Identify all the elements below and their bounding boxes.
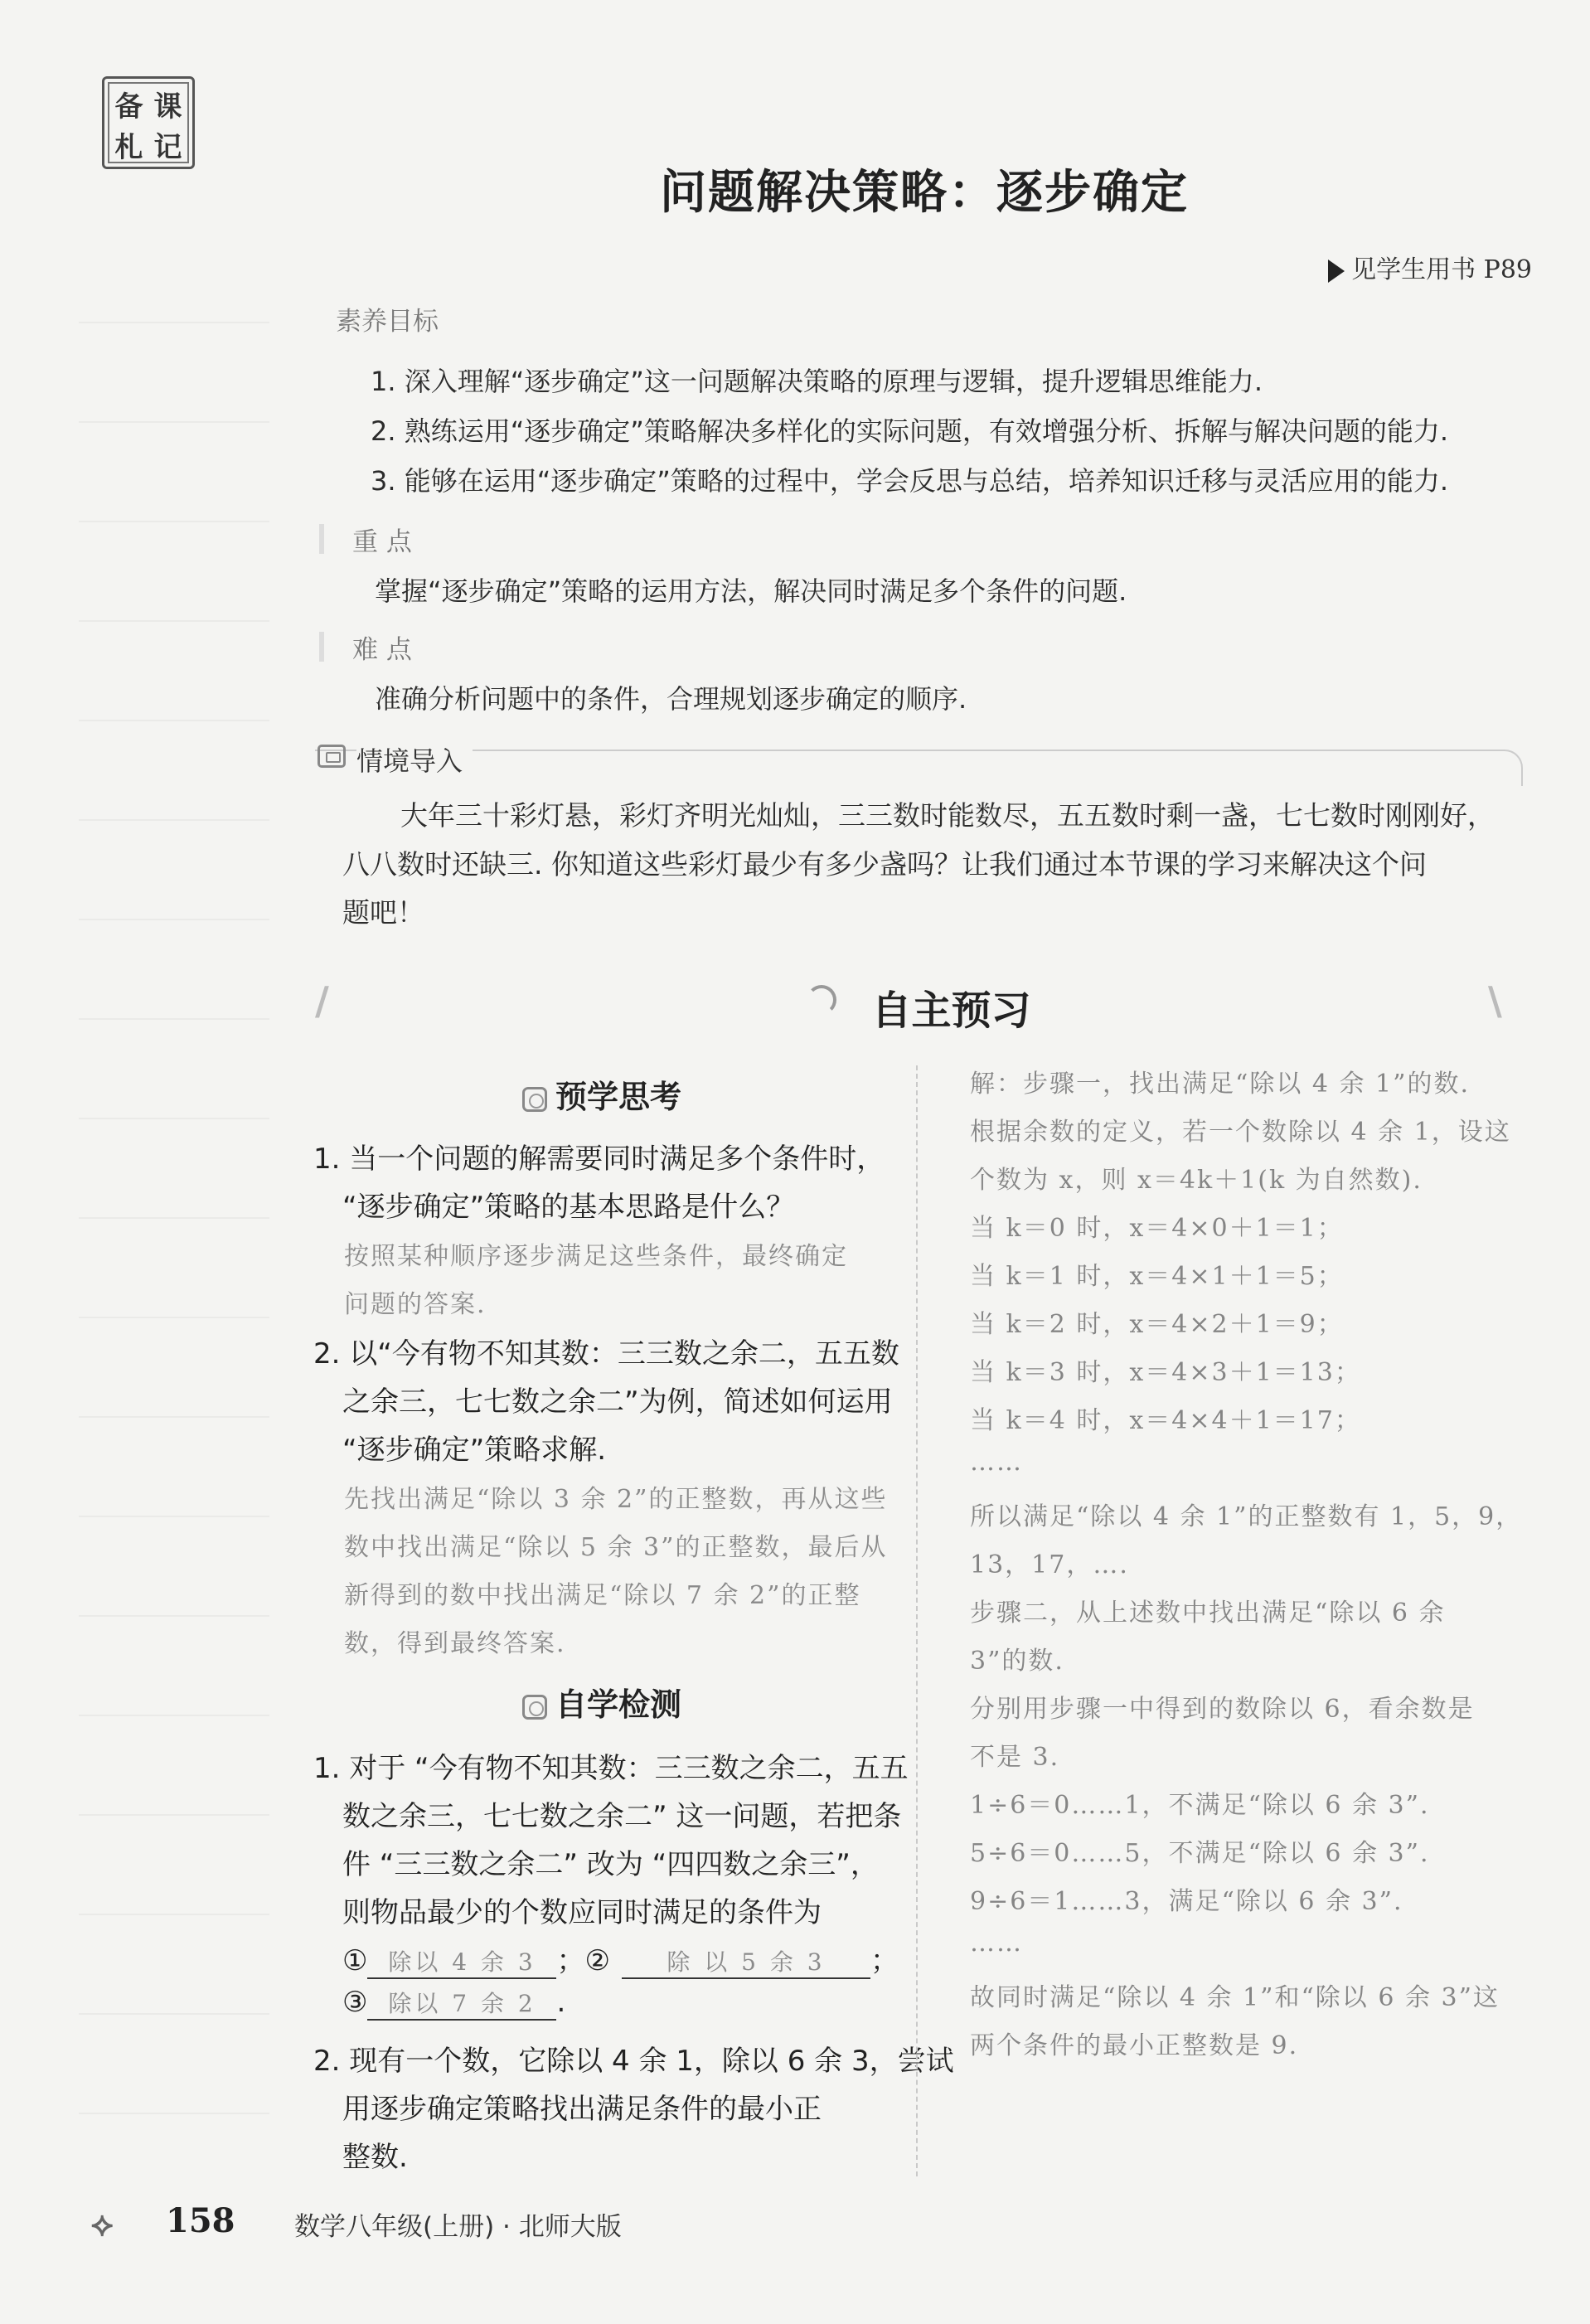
solution-line: 当 k＝3 时，x＝4×3＋1＝13； <box>970 1358 1361 1387</box>
page-number: 158 <box>166 2201 235 2240</box>
page-title: 问题解决策略：逐步确定 <box>660 166 1189 220</box>
question-line: “逐步确定”策略求解. <box>342 1434 607 1467</box>
question-line: 用逐步确定策略找出满足条件的最小正 <box>342 2093 822 2126</box>
badge-char: 记 <box>153 131 182 164</box>
divider-slash-right: \ <box>1488 978 1502 1023</box>
solution-line: 9÷6＝1……3，满足“除以 6 余 3”. <box>970 1887 1403 1916</box>
section-bar <box>319 632 324 662</box>
goal-item: 3. 能够在运用“逐步确定”策略的过程中，学会反思与总结，培养知识迁移与灵活应用的能力. <box>371 465 1449 497</box>
page-corner-mark: ⟡ <box>91 2205 114 2244</box>
solution-line: 步骤二，从上述数中找出满足“除以 6 余 <box>970 1599 1446 1628</box>
blank-index: ③ <box>342 1986 368 2019</box>
badge-char: 课 <box>153 90 182 124</box>
solution-line: 13，17，…. <box>970 1550 1129 1579</box>
solution-line: 当 k＝2 时，x＝4×2＋1＝9； <box>970 1310 1344 1339</box>
answer-line: 数中找出满足“除以 5 余 3”的正整数，最后从 <box>344 1533 888 1562</box>
pre-study-title <box>522 1071 681 1117</box>
badge-char: 札 <box>114 131 143 164</box>
solution-line: 分别用步骤一中得到的数除以 6，看余数是 <box>970 1695 1475 1724</box>
blank-row <box>342 1986 565 2021</box>
question-line: 1. 对于 “今有物不知其数：三三数之余二，五五 <box>313 1752 909 1785</box>
answer-line: 按照某种顺序逐步满足这些条件，最终确定 <box>344 1242 848 1271</box>
answer-line: 新得到的数中找出满足“除以 7 余 2”的正整 <box>344 1581 861 1610</box>
answer-line: 数，得到最终答案. <box>344 1629 566 1658</box>
key-point-label: 重 点 <box>352 527 412 557</box>
solution-line: 个数为 x，则 x＝4k＋1(k 为自然数). <box>970 1166 1423 1195</box>
solution-line: 当 k＝0 时，x＝4×0＋1＝1； <box>970 1214 1344 1243</box>
answer-line: 先找出满足“除以 3 余 2”的正整数，再从这些 <box>344 1485 888 1514</box>
scenario-label: 情境导入 <box>356 740 473 779</box>
difficulty-label: 难 点 <box>352 635 412 665</box>
solution-line: 所以满足“除以 4 余 1”的正整数有 1，5，9， <box>970 1502 1523 1531</box>
key-point-text: 掌握“逐步确定”策略的运用方法，解决同时满足多个条件的问题. <box>375 575 1127 607</box>
blank-index: ② <box>584 1944 610 1977</box>
book-title: 数学八年级(上册) · 北师大版 <box>294 2212 622 2242</box>
section-bar <box>319 524 324 554</box>
answer-blank[interactable]: 除 以 5 余 3 <box>622 1944 870 1979</box>
divider-slash-left: / <box>315 978 329 1023</box>
question-line: 则物品最少的个数应同时满足的条件为 <box>342 1896 822 1929</box>
question-line: 之余三，七七数之余二”为例，简述如何运用 <box>342 1385 893 1419</box>
solution-line: 根据余数的定义，若一个数除以 4 余 1，设这 <box>970 1118 1511 1147</box>
question-line: 整数. <box>342 2141 408 2174</box>
notes-margin-lines <box>79 224 269 2156</box>
question-line: 2. 以“今有物不知其数：三三数之余二，五五数 <box>313 1337 899 1371</box>
solution-line: …… <box>970 1448 1023 1477</box>
solution-line: 1÷6＝0……1，不满足“除以 6 余 3”. <box>970 1791 1430 1820</box>
scenario-icon <box>318 745 346 768</box>
pre-study-title-text: 预学思考 <box>555 1079 682 1115</box>
solution-line: 解：步骤一，找出满足“除以 4 余 1”的数. <box>970 1070 1470 1099</box>
badge-char: 备 <box>114 90 143 124</box>
scenario-line: 大年三十彩灯悬，彩灯齐明光灿灿，三三数时能数尽，五五数时剩一盏，七七数时刚刚好， <box>400 799 1495 832</box>
difficulty-text: 准确分析问题中的条件，合理规划逐步确定的顺序. <box>375 683 967 715</box>
answer-line: 问题的答案. <box>344 1290 487 1319</box>
answer-blank[interactable]: 除以 4 余 3 <box>367 1944 556 1979</box>
solution-line: 当 k＝1 时，x＝4×1＋1＝5； <box>970 1262 1344 1291</box>
solution-line: 两个条件的最小正整数是 9. <box>970 2031 1299 2060</box>
solution-line: 3”的数. <box>970 1647 1064 1676</box>
blank-sep: ； <box>556 1944 585 1977</box>
blank-sep: ； <box>870 1944 899 1977</box>
play-triangle-icon <box>1328 260 1345 283</box>
blank-end: . <box>556 1986 566 2019</box>
goal-item: 2. 熟练运用“逐步确定”策略解决多样化的实际问题，有效增强分析、拆解与解决问题的能力. <box>371 415 1449 447</box>
student-book-reference <box>1328 249 1532 285</box>
goals-label: 素养目标 <box>336 307 439 337</box>
question-line: 2. 现有一个数，它除以 4 余 1，除以 6 余 3，尝试 <box>313 2045 954 2078</box>
scenario-line: 题吧！ <box>342 896 424 929</box>
question-line: 数之余三，七七数之余二” 这一问题，若把条 <box>342 1800 902 1833</box>
solution-line: …… <box>970 1929 1023 1958</box>
blank-index: ① <box>342 1944 368 1977</box>
reference-text: 见学生用书 P89 <box>1351 255 1532 284</box>
column-divider <box>916 1065 918 2176</box>
scenario-line: 八八数时还缺三. 你知道这些彩灯最少有多少盏吗？让我们通过本节课的学习来解决这个问 <box>342 848 1427 881</box>
question-line: 1. 当一个问题的解需要同时满足多个条件时， <box>313 1143 885 1176</box>
self-check-title <box>522 1679 681 1725</box>
solution-line: 5÷6＝0……5，不满足“除以 6 余 3”. <box>970 1839 1430 1868</box>
section-title: 自主预习 <box>871 987 1031 1034</box>
solution-line: 当 k＝4 时，x＝4×4＋1＝17； <box>970 1406 1361 1435</box>
goal-item: 1. 深入理解“逐步确定”这一问题解决策略的原理与逻辑，提升逻辑思维能力. <box>371 366 1263 397</box>
self-check-title-text: 自学检测 <box>555 1686 682 1723</box>
answer-blank[interactable]: 除以 7 余 2 <box>367 1986 556 2021</box>
question-line: 件 “三三数之余二” 改为 “四四数之余三”， <box>342 1848 879 1881</box>
check-icon <box>522 1695 547 1720</box>
book-icon <box>522 1087 547 1112</box>
solution-line: 故同时满足“除以 4 余 1”和“除以 6 余 3”这 <box>970 1983 1500 2012</box>
scenario-frame <box>315 750 1523 786</box>
blank-row <box>342 1938 899 1979</box>
solution-line: 不是 3. <box>970 1743 1060 1772</box>
question-line: “逐步确定”策略的基本思路是什么？ <box>342 1191 795 1224</box>
